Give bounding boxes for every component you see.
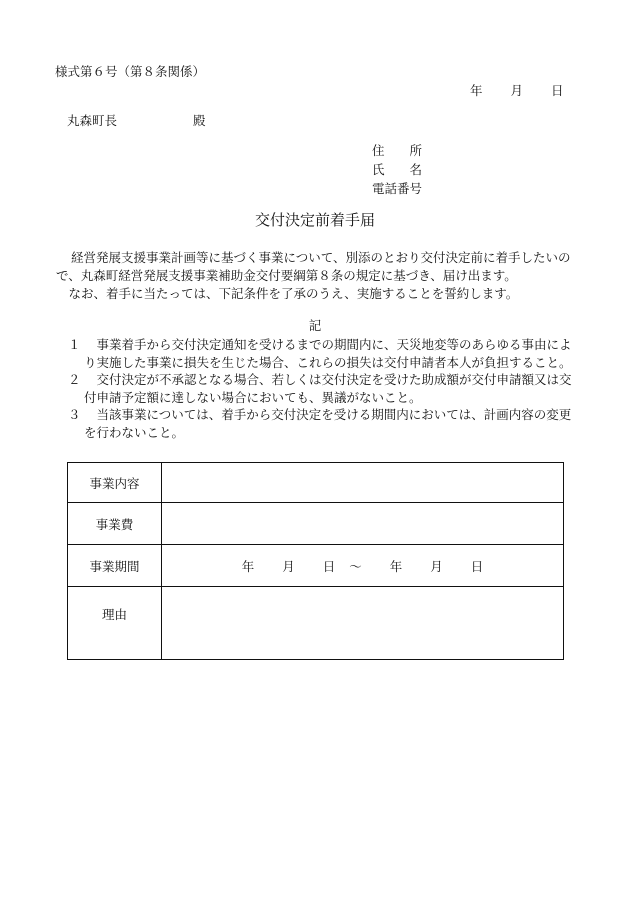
conditions-list [68,336,578,441]
project-period-field[interactable] [162,545,564,587]
table-row [68,587,564,660]
condition-number: １ [68,337,81,352]
form-number: 様式第６号（第８条関係） [55,64,206,79]
date-year: 年 [470,83,483,98]
addressee-honorific: 殿 [193,113,206,128]
project-content-field[interactable] [162,463,564,503]
document-title: 交付決定前着手届 [254,211,375,229]
period-separator: ～ [349,558,362,574]
table-row [68,545,564,587]
addressee [67,115,206,128]
condition-text: 交付決定が不承認となる場合、若しくは交付決定を受けた助成額が交付申請額又は交付申請予定額に達しない場合においても、異議がないこと。 [84,372,572,405]
phone-label: 電話番号 [372,181,423,196]
project-content-label: 事業内容 [68,463,162,503]
body-paragraph-1: 経営発展支援事業計画等に基づく事業について、別添のとおり交付決定前に着手したいので、丸森町経営発展支援事業補助金交付要綱第８条の規定に基づき、届け出ます。 [56,250,571,283]
condition-item [68,336,578,371]
condition-item [68,406,578,441]
project-cost-field[interactable] [162,503,564,545]
period-end-day: 日 [470,558,484,574]
addressee-name: 丸森町長 [67,113,118,128]
reason-label: 理由 [68,587,162,660]
name-label: 氏 名 [372,162,423,177]
project-cost-label: 事業費 [68,503,162,545]
condition-number: ３ [68,407,81,422]
condition-text: 当該事業については、着手から交付決定を受ける期間内においては、計画内容の変更を行わないこと。 [84,407,572,440]
address-label: 住 所 [372,143,423,158]
applicant-block [372,145,422,202]
project-period-label: 事業期間 [68,545,162,587]
period-end-month: 月 [430,558,443,574]
condition-item [68,371,578,406]
date-day: 日 [551,83,564,98]
period-end-year: 年 [389,558,403,574]
condition-number: ２ [68,372,81,387]
reason-field[interactable] [162,587,564,660]
period-start-month: 月 [282,558,295,574]
body-text [56,249,576,303]
submission-date [470,85,564,98]
table-row [68,463,564,503]
body-paragraph-2: なお、着手に当たっては、下記条件を了承のうえ、実施することを誓約します。 [68,286,519,301]
date-month: 月 [510,83,524,98]
period-start-day: 日 [322,558,336,574]
ki-heading: 記 [308,318,322,333]
condition-text: 事業着手から交付決定通知を受けるまでの期間内に、天災地変等のあらゆる事由により実施した事業に損失を生じた場合、これらの損失は交付申請者本人が負担すること。 [84,337,572,370]
project-details-table [67,462,564,660]
table-row [68,503,564,545]
period-start-year: 年 [241,558,255,574]
